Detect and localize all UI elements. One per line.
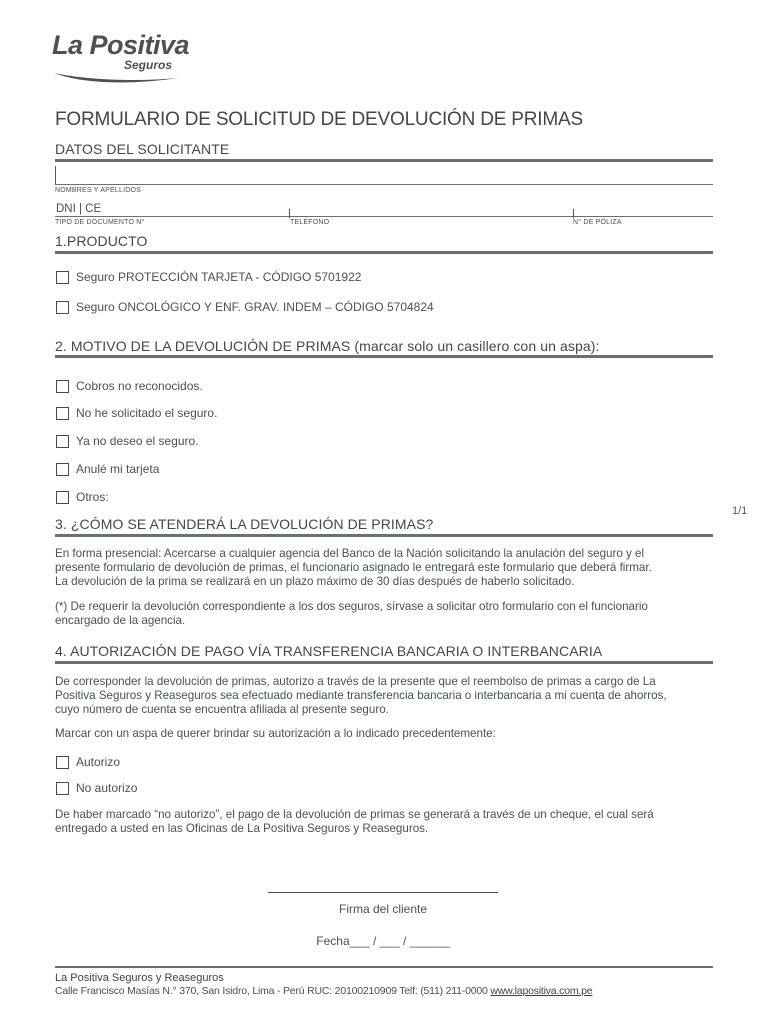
reason-option-otros[interactable] xyxy=(56,490,109,504)
authorization-paragraph xyxy=(55,675,715,717)
applicant-rule xyxy=(55,159,713,162)
applicant-heading: DATOS DEL SOLICITANTE xyxy=(55,141,230,157)
product-rule xyxy=(55,251,713,254)
footer-website-link[interactable]: www.lapositiva.com.pe xyxy=(490,985,593,997)
document-label: TIPO DE DOCUMENTO N° xyxy=(55,219,145,226)
policy-label: N° DE PÓLIZA xyxy=(573,219,622,226)
checkbox-autorizo[interactable] xyxy=(56,756,69,769)
checkbox-no-deseo[interactable] xyxy=(56,435,69,448)
reason-option-label: Otros: xyxy=(76,490,109,504)
authorization-line: Positiva Seguros y Reaseguros sea efectuado mediante transferencia bancaria o interbancaria a mi cuenta de ahorros, xyxy=(55,689,667,702)
reason-option-anule-tarjeta[interactable] xyxy=(56,462,159,476)
authorization-rule xyxy=(55,661,713,664)
document-phone-policy-field[interactable] xyxy=(55,216,713,217)
attention-line: En forma presencial: Acercarse a cualquier agencia del Banco de la Nación solicitando la anulación del seguro y el xyxy=(55,547,645,560)
checkbox-no-autorizo[interactable] xyxy=(56,782,69,795)
attention-line: presente formulario de devolución de primas, el funcionario asignado le entregará este formulario que deberá firmar. xyxy=(55,561,652,574)
attention-note-line: encargado de la agencia. xyxy=(55,614,186,627)
attention-paragraph xyxy=(55,547,715,589)
footer-address xyxy=(55,985,592,997)
reason-option-label: No he solicitado el seguro. xyxy=(76,406,218,420)
checkbox-oncologico[interactable] xyxy=(56,301,69,314)
authorization-option-autorizo[interactable] xyxy=(56,755,120,769)
company-logo xyxy=(52,30,192,86)
attention-line: La devolución de la prima se realizará en un plazo máximo de 30 días después de haberlo solicitado. xyxy=(55,575,575,588)
checkbox-cobros-no-reconocidos[interactable] xyxy=(56,380,69,393)
footer-rule xyxy=(55,966,713,968)
product-option-label: Seguro ONCOLÓGICO Y ENF. GRAV. INDEM – CÓDIGO 5704824 xyxy=(76,300,434,314)
page-number: 1/1 xyxy=(732,505,748,517)
checkbox-anule-tarjeta[interactable] xyxy=(56,463,69,476)
phone-label: TELÉFONO xyxy=(290,219,330,226)
product-option-label: Seguro PROTECCIÓN TARJETA - CÓDIGO 5701922 xyxy=(76,270,362,284)
footer-address-text: Calle Francisco Masías N.° 370, San Isidro, Lima - Perú RUC: 20100210909 Telf: (511) 211-0000 xyxy=(55,985,491,997)
checkbox-proteccion-tarjeta[interactable] xyxy=(56,271,69,284)
name-field-marker xyxy=(55,166,56,184)
reason-option-cobros[interactable] xyxy=(56,379,203,393)
reason-option-label: Anulé mi tarjeta xyxy=(76,462,160,476)
document-type-value: DNI | CE xyxy=(56,203,102,215)
form-title: FORMULARIO DE SOLICITUD DE DEVOLUCIÓN DE PRIMAS xyxy=(55,109,583,130)
logo-swoosh-icon xyxy=(52,70,182,86)
product-heading: 1.PRODUCTO xyxy=(55,233,148,249)
checkbox-no-solicitado[interactable] xyxy=(56,407,69,420)
reason-option-label: Ya no deseo el seguro. xyxy=(76,434,199,448)
reason-heading-text: 2. MOTIVO DE LA DEVOLUCIÓN DE PRIMAS xyxy=(55,338,351,354)
footer-company: La Positiva Seguros y Reaseguros xyxy=(55,972,224,984)
attention-note xyxy=(55,600,715,628)
authorization-option-label: No autorizo xyxy=(76,781,138,795)
attention-rule xyxy=(55,534,713,537)
phone-field-divider xyxy=(289,209,290,218)
authorization-note xyxy=(55,808,715,836)
reason-option-no-solicitado[interactable] xyxy=(56,406,217,420)
reason-option-label: Cobros no reconocidos. xyxy=(76,379,203,393)
authorization-option-no-autorizo[interactable] xyxy=(56,781,137,795)
logo-subtitle: Seguros xyxy=(124,58,173,72)
product-option-oncologico[interactable] xyxy=(56,300,434,314)
policy-field-divider xyxy=(573,209,574,218)
authorization-option-label: Autorizo xyxy=(76,755,121,769)
authorization-note-line: De haber marcado “no autorizo”, el pago de la devolución de primas se generará a través de un cheque, el cual será xyxy=(55,808,654,821)
reason-heading xyxy=(55,338,599,354)
reason-option-no-deseo[interactable] xyxy=(56,434,199,448)
authorization-heading: 4. AUTORIZACIÓN DE PAGO VÍA TRANSFERENCIA BANCARIA O INTERBANCARIA xyxy=(55,643,603,659)
date-field[interactable]: Fecha___ / ___ / ______ xyxy=(316,934,450,948)
reason-rule xyxy=(55,355,713,358)
attention-heading: 3. ¿CÓMO SE ATENDERÁ LA DEVOLUCIÓN DE PRIMAS? xyxy=(55,516,434,532)
product-option-proteccion[interactable] xyxy=(56,270,361,284)
attention-note-line: (*) De requerir la devolución correspondiente a los dos seguros, sírvase a solicitar otro formulario con el funcionario xyxy=(55,600,648,613)
authorization-line: De corresponder la devolución de primas, autorizo a través de la presente que el reembolso de primas a cargo de La xyxy=(55,675,656,688)
logo-wordmark: La Positiva xyxy=(52,30,190,60)
authorization-instruction: Marcar con un aspa de querer brindar su autorización a lo indicado precedentemente: xyxy=(55,727,496,740)
signature-label: Firma del cliente xyxy=(338,902,428,916)
authorization-line: cuyo número de cuenta se encuentra afiliada al presente seguro. xyxy=(55,703,389,716)
authorization-note-line: entregado a usted en las Oficinas de La Positiva Seguros y Reaseguros. xyxy=(55,822,429,835)
full-name-field[interactable] xyxy=(55,184,713,185)
reason-heading-note: (marcar solo un casillero con un aspa): xyxy=(354,338,600,354)
checkbox-otros[interactable] xyxy=(56,491,69,504)
signature-line[interactable] xyxy=(268,892,498,893)
full-name-label: NOMBRES Y APELLIDOS xyxy=(55,187,142,194)
